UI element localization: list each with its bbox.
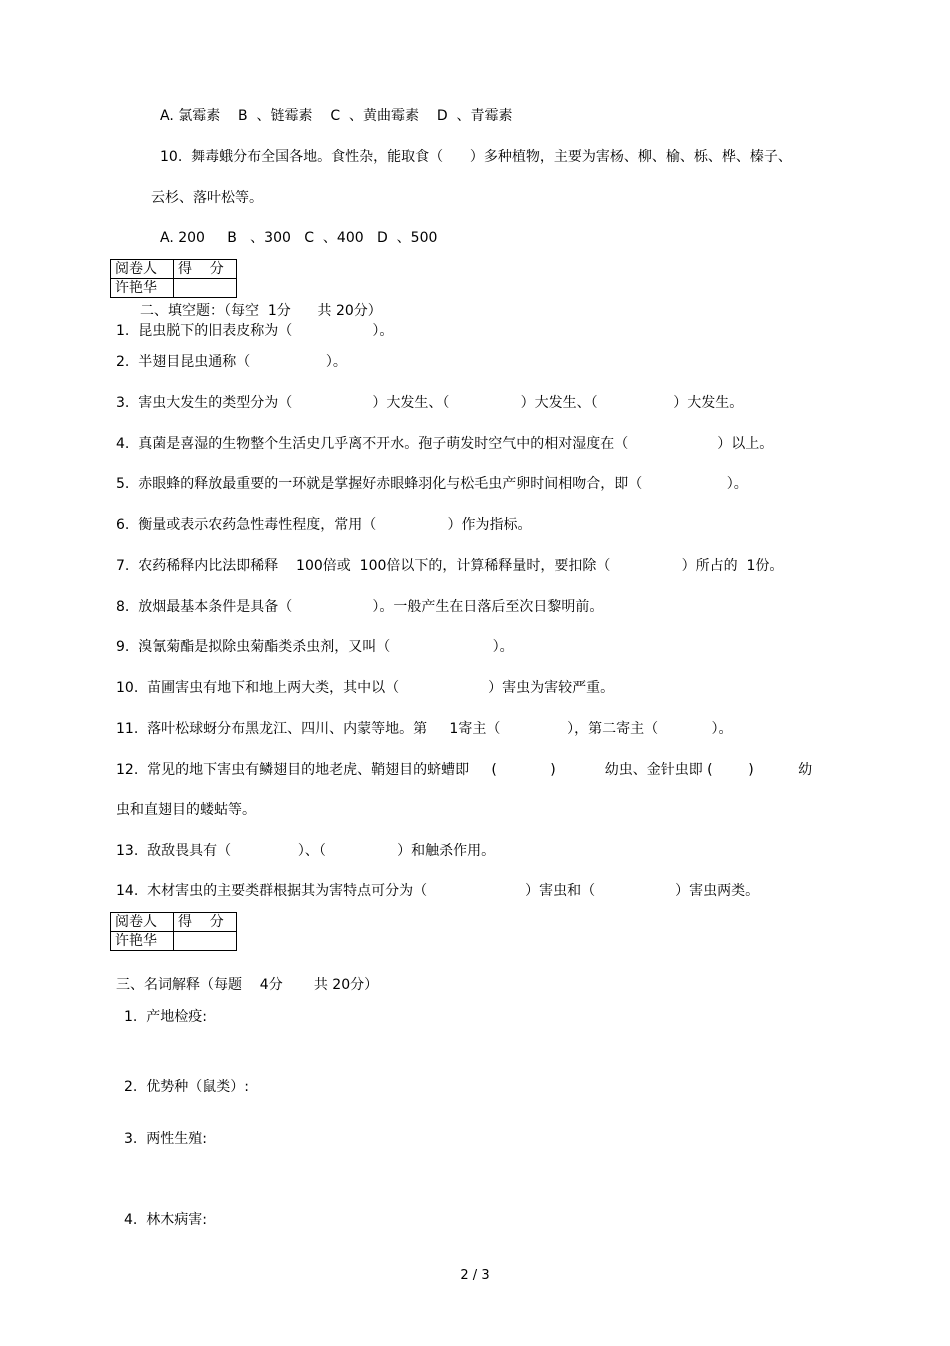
score-cell xyxy=(174,279,237,298)
grader-header: 阅卷人 xyxy=(111,260,174,279)
fill-item-13: 13. 敌敌畏具有（ ）、（ ）和触杀作用。 xyxy=(116,843,496,859)
fill-item-14: 14. 木材害虫的主要类群根据其为害特点可分为（ ）害虫和（ ）害虫两类。 xyxy=(116,883,760,899)
fill-item-1: 1. 昆虫脱下的旧表皮称为（ ）。 xyxy=(116,323,394,339)
fill-item-7: 7. 农药稀释内比法即稀释 100倍或 100倍以下的，计算稀释量时，要扣除（ ）所占的 1份。 xyxy=(116,558,784,574)
grader-name: 许艳华 xyxy=(111,279,174,298)
fill-item-4: 4. 真菌是喜湿的生物整个生活史几乎离不开水。孢子萌发时空气中的相对湿度在（ ）以上。 xyxy=(116,436,774,452)
fill-item-3: 3. 害虫大发生的类型分为（ ）大发生、（ ）大发生、（ ）大发生。 xyxy=(116,395,744,411)
q10-line1: 10. 舞毒蛾分布全国各地。食性杂，能取食（ ）多种植物，主要为害杨、柳、榆、栎、桦、榛子、 xyxy=(160,149,792,165)
term-item-2: 2. 优势种（鼠类）: xyxy=(124,1079,249,1095)
fill-item-12: 12. 常见的地下害虫有鳞翅目的地老虎、鞘翅目的蛴螬即 ( ) 幼虫、金针虫即 ( ) 幼 xyxy=(116,762,813,778)
score-cell xyxy=(174,932,237,951)
term-item-3: 3. 两性生殖: xyxy=(124,1131,207,1147)
fill-item-11: 11. 落叶松球蚜分布黑龙江、四川、内蒙等地。第 1寄主（ ），第二寄主（ ）。 xyxy=(116,721,733,737)
term-item-4: 4. 林木病害: xyxy=(124,1212,207,1228)
fill-item-6: 6. 衡量或表示农药急性毒性程度，常用（ ）作为指标。 xyxy=(116,517,532,533)
fill-item-2: 2. 半翅目昆虫通称（ ）。 xyxy=(116,354,347,370)
score-header: 得 分 xyxy=(174,260,237,279)
score-header: 得 分 xyxy=(174,913,237,932)
grader-name: 许艳华 xyxy=(111,932,174,951)
fill-section-title: 二、填空题：（每空 1分 共 20分） xyxy=(140,303,382,319)
fill-item-9: 9. 溴氰菊酯是拟除虫菊酯类杀虫剂，又叫（ ）。 xyxy=(116,639,514,655)
term-section-title: 三、名词解释（每题 4分 共 20分） xyxy=(116,977,379,993)
grader-header: 阅卷人 xyxy=(111,913,174,932)
q10-line2: 云杉、落叶松等。 xyxy=(151,190,263,206)
fill-item-5: 5. 赤眼蜂的释放最重要的一环就是掌握好赤眼蜂羽化与松毛虫产卵时间相吻合，即（ ）。 xyxy=(116,476,748,492)
q9-options: A. 氯霉素 B 、链霉素 C 、黄曲霉素 D 、青霉素 xyxy=(160,108,513,124)
fill-item-10: 10. 苗圃害虫有地下和地上两大类，其中以（ ）害虫为害较严重。 xyxy=(116,680,615,696)
page-number: 2 / 3 xyxy=(460,1268,490,1283)
term-item-1: 1. 产地检疫: xyxy=(124,1009,207,1025)
fill-item-8: 8. 放烟最基本条件是具备（ ）。一般产生在日落后至次日黎明前。 xyxy=(116,599,604,615)
fill-item-12-cont: 虫和直翅目的蝼蛄等。 xyxy=(116,802,256,818)
grader-table-1 xyxy=(110,259,237,298)
grader-table-2 xyxy=(110,912,237,951)
q10-options: A. 200 B 、300 C 、400 D 、500 xyxy=(160,230,438,246)
